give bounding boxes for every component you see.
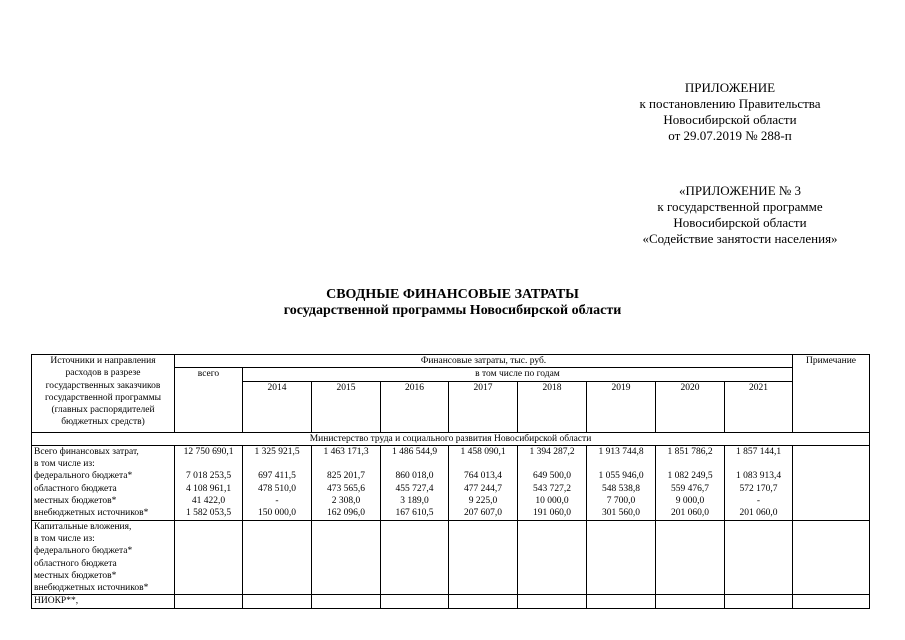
value-cell: 697 411,5 (258, 471, 296, 482)
row-label: в том числе из: (34, 459, 95, 470)
value-cell: 825 201,7 (327, 471, 365, 482)
value-cell: 1 458 090,1 (460, 446, 506, 457)
value-cell (383, 458, 446, 470)
ministry-row (32, 432, 870, 445)
note-cell (793, 520, 870, 595)
appendix-program-line: «ПРИЛОЖЕНИЕ № 3 (678, 183, 802, 198)
total-costs-value-column (725, 445, 793, 520)
empty-cell (312, 520, 381, 595)
header-year: 2020 (656, 381, 725, 432)
value-cell: 572 170,7 (739, 483, 778, 494)
empty-cell (656, 520, 725, 595)
value-cell: 548 538,8 (602, 483, 640, 494)
header-by-years: в том числе по годам (243, 368, 793, 381)
value-cell: 201 060,0 (739, 508, 778, 519)
value-cell: 649 500,0 (533, 471, 571, 482)
appendix-main-block (600, 80, 860, 144)
value-cell: 7 700,0 (606, 496, 636, 507)
row-label: внебюджетных источников* (34, 508, 149, 519)
value-cell: 1 394 287,2 (529, 446, 575, 457)
appendix-main-line: к постановлению Правительства (639, 96, 821, 111)
value-cell (314, 458, 378, 470)
value-cell: 7 018 253,5 (185, 471, 232, 482)
value-cell: 201 060,0 (671, 508, 709, 519)
header-year: 2014 (243, 381, 312, 432)
row-label: Всего финансовых затрат, (34, 446, 139, 457)
header-year: 2021 (725, 381, 793, 432)
appendix-main-line: Новосибирской области (663, 112, 797, 127)
value-cell: 9 000,0 (675, 496, 705, 507)
header-sources-line: Источники и направления (50, 356, 156, 366)
row-label: в том числе из: (34, 533, 95, 544)
value-cell (520, 458, 584, 470)
row-label: Капитальные вложения, (34, 521, 132, 532)
header-row-1 (32, 355, 870, 368)
value-cell: 2 308,0 (331, 496, 361, 507)
value-cell: 478 510,0 (258, 483, 296, 494)
value-cell (658, 458, 722, 470)
value-cell: 3 189,0 (400, 496, 429, 507)
empty-cell (175, 595, 243, 608)
total-costs-row (32, 445, 870, 520)
value-cell: 9 225,0 (468, 496, 498, 507)
total-costs-value-column (381, 445, 449, 520)
value-cell: 860 018,0 (395, 471, 434, 482)
note-cell (793, 445, 870, 520)
ministry-name: Министерство труда и социального развития Новосибирской области (32, 432, 870, 445)
header-financial-costs: Финансовые затраты, тыс. руб. (175, 355, 793, 368)
header-sources-cell (32, 355, 175, 433)
niokr-row (32, 595, 870, 608)
value-cell: 1 486 544,9 (391, 446, 438, 457)
value-cell: 1 083 913,4 (735, 471, 782, 482)
value-cell: 1 463 171,3 (323, 446, 369, 457)
empty-cell (243, 520, 312, 595)
empty-cell (381, 595, 449, 608)
header-sources-line: (главных распорядителей (51, 405, 155, 416)
total-costs-value-column (449, 445, 518, 520)
empty-cell (449, 520, 518, 595)
empty-cell (587, 520, 656, 595)
header-sources-line: государственных заказчиков (45, 380, 161, 391)
capital-investments-labels (32, 520, 175, 595)
total-costs-value-column (243, 445, 312, 520)
empty-cell (243, 595, 312, 608)
financial-costs-table (31, 354, 870, 609)
total-costs-labels (32, 445, 175, 520)
value-cell: 150 000,0 (258, 508, 296, 519)
value-cell: 1 851 786,2 (667, 446, 713, 457)
niokr-label: НИОКР**, (32, 595, 175, 608)
value-cell (451, 458, 515, 470)
total-costs-value-column (587, 445, 656, 520)
appendix-program-block (600, 183, 880, 247)
row-label: местных бюджетов* (34, 496, 117, 507)
row-label: областного бюджета (34, 483, 117, 494)
row-label: внебюджетных источников* (34, 583, 149, 594)
header-year: 2018 (518, 381, 587, 432)
value-cell (727, 458, 790, 470)
value-cell: 1 325 921,5 (254, 446, 300, 457)
header-year: 2019 (587, 381, 656, 432)
value-cell: - (756, 496, 761, 507)
value-cell: 4 108 961,1 (185, 483, 232, 494)
value-cell: 207 607,0 (464, 508, 502, 519)
empty-cell (587, 595, 656, 608)
value-cell: 543 727,2 (533, 483, 571, 494)
capital-investments-row (32, 520, 870, 595)
header-note: Примечание (793, 355, 870, 433)
value-cell: 455 727,4 (395, 483, 434, 494)
header-year: 2016 (381, 381, 449, 432)
value-cell: 12 750 690,1 (183, 446, 234, 457)
value-cell: 191 060,0 (533, 508, 571, 519)
appendix-program-line: Новосибирской области (673, 215, 807, 230)
row-label: федерального бюджета* (34, 546, 133, 557)
header-sources-line: расходов в разрезе (65, 368, 141, 379)
total-costs-value-column (518, 445, 587, 520)
value-cell: 1 857 144,1 (735, 446, 782, 457)
value-cell: 1 082 249,5 (667, 471, 713, 482)
header-sources-line: бюджетных средств) (61, 417, 145, 428)
value-cell: 473 565,6 (327, 483, 365, 494)
empty-cell (312, 595, 381, 608)
value-cell: 162 096,0 (327, 508, 365, 519)
header-total: всего (175, 368, 243, 432)
empty-cell (381, 520, 449, 595)
value-cell: 301 560,0 (602, 508, 640, 519)
value-cell: 1 913 744,8 (598, 446, 644, 457)
value-cell: 10 000,0 (535, 496, 569, 507)
total-costs-value-column (312, 445, 381, 520)
value-cell (245, 458, 309, 470)
value-cell: 41 422,0 (191, 496, 226, 507)
value-cell: 559 476,7 (671, 483, 709, 494)
empty-cell (175, 520, 243, 595)
header-year: 2015 (312, 381, 381, 432)
value-cell (589, 458, 653, 470)
value-cell: 477 244,7 (464, 483, 502, 494)
appendix-main-line: ПРИЛОЖЕНИЕ (684, 80, 776, 95)
empty-cell (656, 595, 725, 608)
document-title (0, 287, 905, 319)
empty-cell (518, 595, 587, 608)
empty-cell (518, 520, 587, 595)
row-label: местных бюджетов* (34, 570, 117, 581)
appendix-main-line: от 29.07.2019 № 288-п (668, 128, 792, 143)
total-costs-value-column (656, 445, 725, 520)
row-label: областного бюджета (34, 558, 117, 569)
empty-cell (449, 595, 518, 608)
header-year: 2017 (449, 381, 518, 432)
document-title-line1: СВОДНЫЕ ФИНАНСОВЫЕ ЗАТРАТЫ (326, 287, 579, 302)
value-cell: - (275, 496, 279, 507)
empty-cell (725, 520, 793, 595)
appendix-program-line: «Содействие занятости населения» (642, 231, 838, 246)
header-sources-line: государственной программы (45, 392, 161, 403)
note-cell (793, 595, 870, 608)
document-title-line2: государственной программы Новосибирской области (283, 303, 622, 318)
value-cell: 1 055 946,0 (598, 471, 644, 482)
appendix-program-line: к государственной программе (657, 199, 823, 214)
value-cell (177, 458, 240, 470)
value-cell: 1 582 053,5 (185, 508, 232, 519)
value-cell: 764 013,4 (464, 471, 502, 482)
row-label: федерального бюджета* (34, 471, 133, 482)
empty-cell (725, 595, 793, 608)
total-costs-value-column (175, 445, 243, 520)
value-cell: 167 610,5 (395, 508, 434, 519)
